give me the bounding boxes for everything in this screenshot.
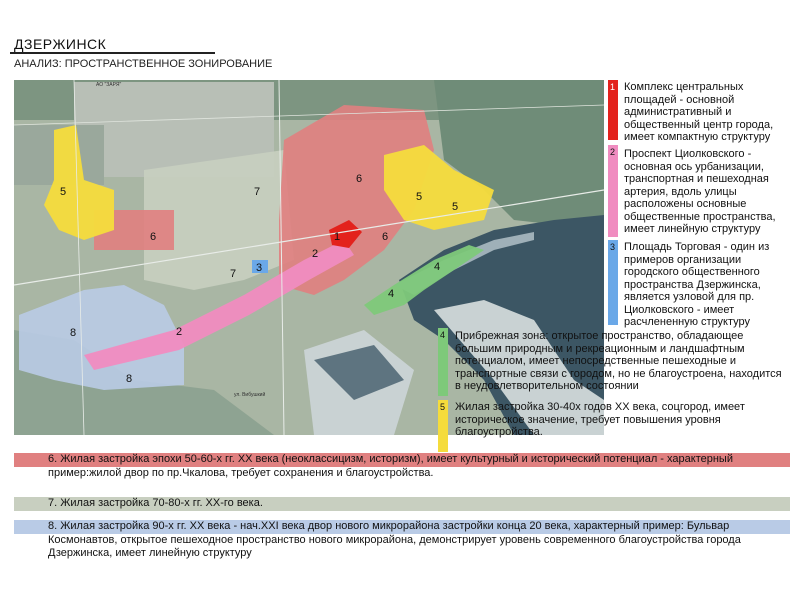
label-zarya: АО "ЗАРЯ" (96, 82, 122, 88)
legend-swatch-5 (438, 400, 448, 452)
zone-num-2b: 2 (176, 326, 183, 338)
legend-swatch-4 (438, 328, 448, 396)
legend-text-8: 8. Жилая застройка 90-х гг. XX века - нач.XXI века двор нового микрорайона застройки конца 20 века, характерный пример: Бульвар Космонавтов, открытое пешеходное пространство нового микрорайона, демонстрирует уровень современного благоустройства города Дзержинска, имеет линейную структуру (48, 520, 741, 559)
label-street: ул. Вибушкий (234, 392, 266, 398)
legend-text-1: Комплекс центральных площадей - основной административный и общественный центр города, имеет компактную структуру (624, 81, 774, 143)
zone-num-7a: 7 (254, 186, 261, 198)
legend-num-7: 7 (48, 497, 55, 509)
legend-desc-6: Жилая застройка эпохи 50-60-х гг. XX века (неоклассицизм, историзм), имеет культурный и исторический потенциал - характерный пример:жилой двор по пр.Чкалова, требует сохранения и благоустройства. (48, 453, 733, 479)
legend-num-4: 4 (440, 330, 446, 340)
zone-num-5c: 5 (452, 201, 459, 213)
page-title: ДЗЕРЖИНСК (14, 36, 107, 52)
legend-num-1: 1 (610, 82, 616, 92)
legend-swatch-1 (608, 80, 618, 140)
legend-num-2: 2 (610, 147, 616, 157)
legend-num-3: 3 (610, 242, 616, 252)
zone-num-5a: 5 (60, 186, 67, 198)
zone-num-8a: 8 (70, 327, 77, 339)
legend-text-2: Проспект Циолковского - основная ось урбанизации, транспортная и пешеходная артерия, вдоль улицы расположены основные общественные пространства, имеет линейную структуру (624, 148, 776, 235)
title-divider (10, 52, 215, 54)
zone-num-3: 3 (256, 262, 263, 274)
zone-num-5b: 5 (416, 191, 423, 203)
zone-num-1: 1 (334, 231, 341, 243)
zone-num-6c: 6 (150, 231, 157, 243)
zone-num-7b: 7 (230, 268, 237, 280)
legend-text-5: Жилая застройка 30-40х годов XX века, соцгород, имеет историческое значение, требует повышения уровня благоустройства. (455, 401, 745, 438)
legend-text-7: 7. Жилая застройка 70-80-х гг. XX-го века. (48, 497, 263, 509)
legend-num-6: 6 (48, 453, 55, 465)
legend-swatch-2 (608, 145, 618, 237)
legend-text-6: 6. Жилая застройка эпохи 50-60-х гг. XX века (неоклассицизм, историзм), имеет культурный и исторический потенциал - характерный пример:жилой двор по пр.Чкалова, требует сохранения и благоустройства. (48, 453, 733, 479)
zone-num-6a: 6 (356, 173, 363, 185)
zone-num-6b: 6 (382, 231, 389, 243)
legend-desc-7: Жилая застройка 70-80-х гг. XX-го века. (60, 497, 263, 509)
legend-text-3: Площадь Торговая - один из примеров организации городского общественного пространства Дзержинска, является узловой для пр. Циолковского - имеет расчлененную структуру (624, 241, 770, 328)
legend-swatch-3 (608, 240, 618, 325)
page-subtitle: АНАЛИЗ: ПРОСТРАНСТВЕННОЕ ЗОНИРОВАНИЕ (14, 58, 273, 70)
legend-desc-8: Жилая застройка 90-х гг. XX века - нач.XXI века двор нового микрорайона застройки конца 20 века, характерный пример: Бульвар Космонавтов, открытое пешеходное пространство нового микрорайона, демонстрирует уровень современного благоустройства города Дзержинска, имеет линейную структуру (48, 520, 741, 559)
zone-num-8b: 8 (126, 373, 133, 385)
zone-num-2a: 2 (312, 248, 319, 260)
legend-num-8: 8 (48, 520, 55, 532)
legend-num-5: 5 (440, 402, 446, 412)
zone-num-4a: 4 (434, 261, 441, 273)
zone-num-4b: 4 (388, 288, 395, 300)
legend-text-4: Прибрежная зона: открытое пространство, обладающее большим природным и рекреационным и ландшафтным потенциалом, имеет непосредственные пешеходные и транспортные связи с городом, но не благоустроена, находится в неудовлетворительном состоянии (455, 330, 782, 392)
